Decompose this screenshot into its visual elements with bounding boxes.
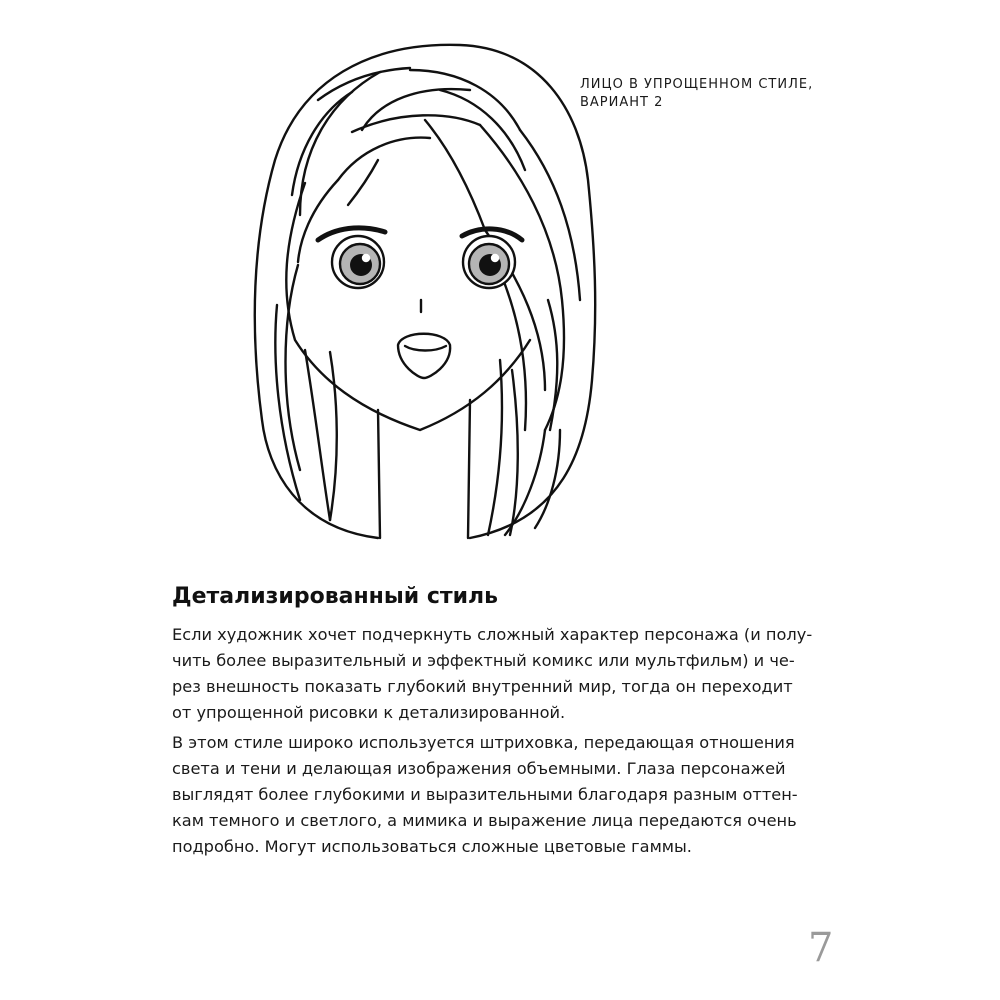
illustration-caption <box>580 76 813 112</box>
hair-strand <box>305 350 330 520</box>
paragraph-1 <box>172 622 812 726</box>
mouth-inner <box>405 346 446 351</box>
mouth-outer <box>398 334 450 378</box>
page-number: 7 <box>808 925 834 971</box>
hair-strand <box>535 430 560 528</box>
hair-strand <box>300 72 380 215</box>
hair-strand <box>510 370 518 535</box>
neck-right <box>468 400 470 538</box>
text-line: кам темного и светлого, а мимика и выражение лица передаются очень <box>172 811 797 830</box>
bangs-strand <box>298 180 338 262</box>
text-line: чить более выразительный и эффектный комикс или мультфильм) и че- <box>172 651 795 670</box>
hair-strand <box>548 300 557 430</box>
bangs-strand <box>425 120 485 230</box>
section-heading: Детализированный стиль <box>172 584 499 609</box>
hair-strand <box>330 352 337 520</box>
hair-strand <box>318 68 410 100</box>
caption-line: ВАРИАНТ 2 <box>580 95 664 110</box>
paragraph-2 <box>172 730 798 860</box>
text-line: В этом стиле широко используется штриховка, передающая отношения <box>172 733 795 752</box>
right-eye-highlight <box>491 254 499 262</box>
text-line: выглядят более глубокими и выразительными благодаря разным оттен- <box>172 785 798 804</box>
bangs-strand <box>348 160 378 205</box>
text-line: подробно. Могут использоваться сложные цветовые гаммы. <box>172 837 692 856</box>
text-line: света и тени и делающая изображения объемными. Глаза персонажей <box>172 759 786 778</box>
left-eye-highlight <box>362 254 370 262</box>
text-line: Если художник хочет подчеркнуть сложный характер персонажа (и полу- <box>172 625 813 644</box>
text-line: от упрощенной рисовки к детализированной. <box>172 703 566 722</box>
hair-strand <box>520 130 580 300</box>
caption-line: ЛИЦО В УПРОЩЕННОМ СТИЛЕ, <box>580 77 814 92</box>
text-line: рез внешность показать глубокий внутренний мир, тогда он переходит <box>172 677 793 696</box>
bangs-strand <box>338 138 430 180</box>
jaw-line <box>378 410 380 538</box>
face-contour <box>286 183 530 430</box>
